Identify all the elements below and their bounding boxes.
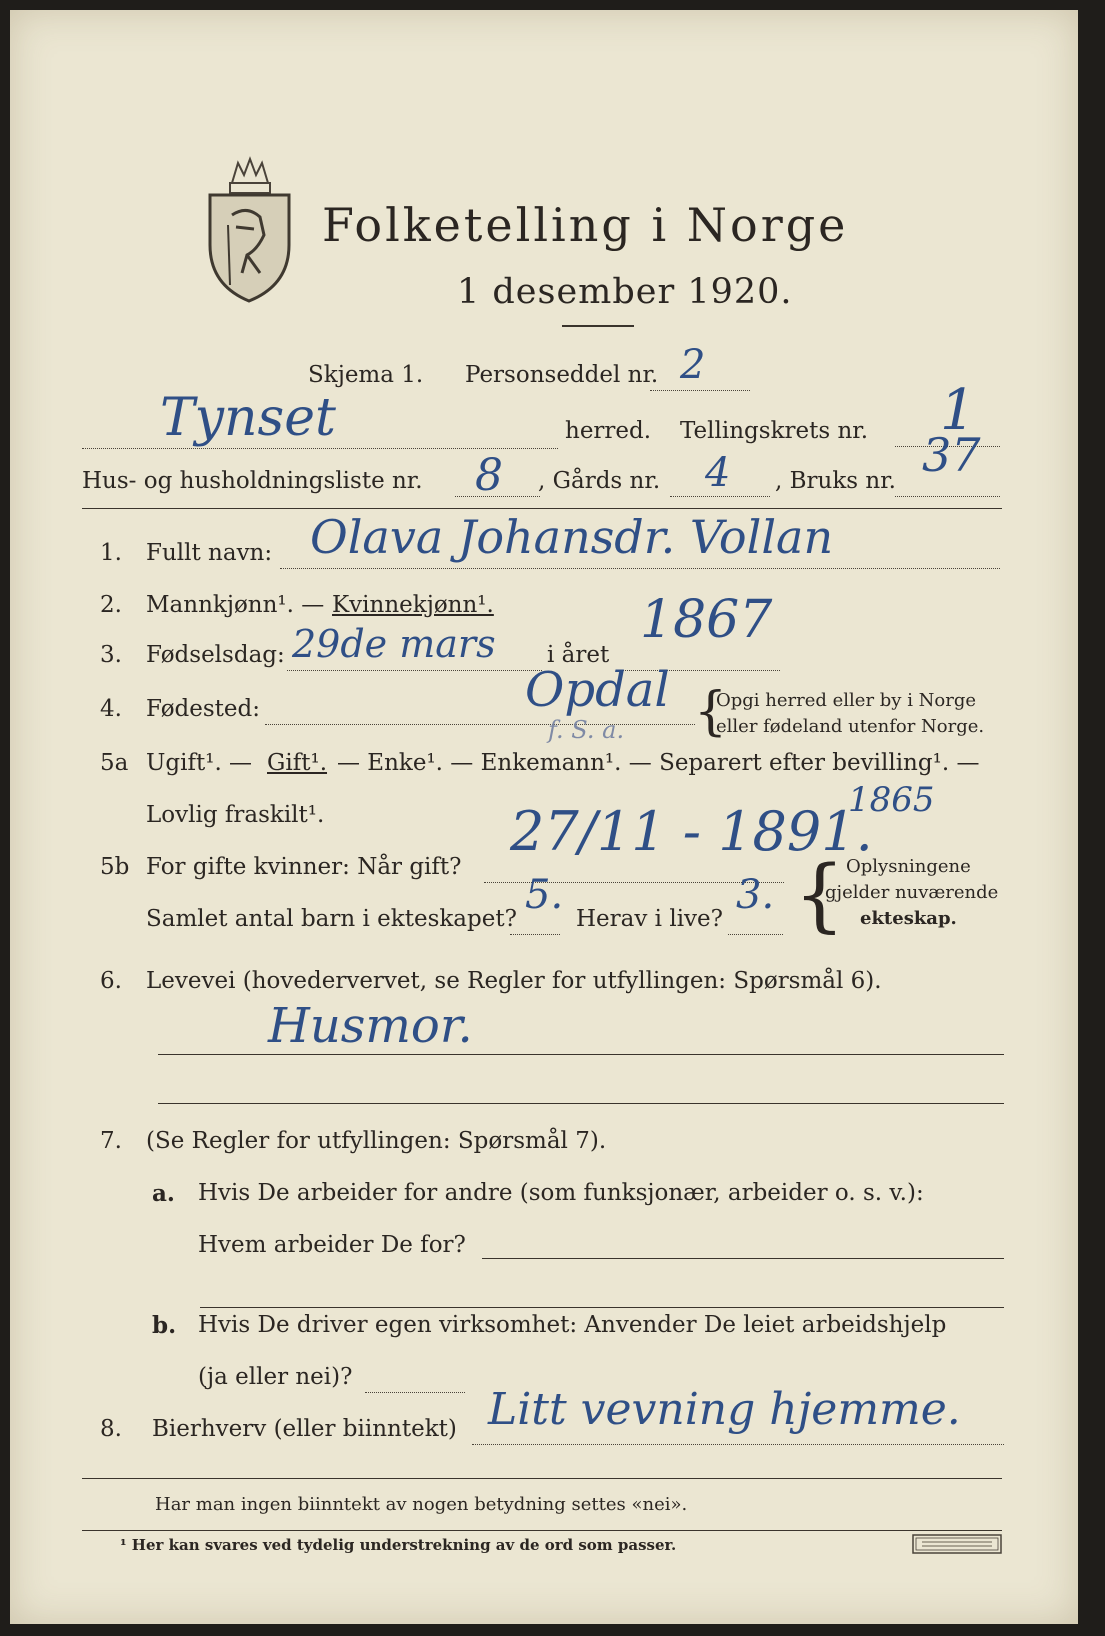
footer-note: Har man ingen biinntekt av nogen betydning settes «nei».: [155, 1494, 688, 1515]
q2-option-kvinne: Kvinnekjønn¹.: [332, 592, 494, 618]
q8-value: Litt vevning hjemme.: [488, 1384, 961, 1435]
q5a-option-gift: Gift¹.: [267, 750, 328, 776]
q5b-brace: {: [794, 848, 845, 941]
q7b-label: Hvis De driver egen virksomhet: Anvender De leiet arbeidshjelp: [198, 1312, 947, 1338]
printer-stamp-icon: [912, 1534, 1002, 1554]
q4-value: Opdal: [525, 662, 670, 718]
q4-number: 4.: [100, 696, 122, 722]
q5b-hint-3: ekteskap.: [860, 908, 957, 929]
q7-label: (Se Regler for utfyllingen: Spørsmål 7).: [146, 1128, 607, 1154]
q4-brace: {: [694, 682, 728, 742]
husliste-label: Hus- og husholdningsliste nr.: [82, 468, 423, 494]
q5b-barn-value: 5.: [525, 872, 564, 918]
bruks-value: 37: [922, 428, 981, 482]
header-rule: [82, 508, 1002, 509]
q7b-sub: (ja eller nei)?: [198, 1364, 353, 1390]
census-form-page: [10, 10, 1078, 1624]
q4-hint-1: Opgi herred eller by i Norge: [716, 690, 977, 711]
q6-label: Levevei (hovedervervet, se Regler for utfyllingen: Spørsmål 6).: [146, 968, 882, 994]
herred-line: [82, 448, 558, 449]
q5b-live-line: [728, 934, 783, 935]
q5b-barn-line: [510, 934, 560, 935]
tellingskrets-value: 1: [940, 378, 976, 443]
coat-of-arms-icon: [202, 155, 297, 305]
personseddel-value: 2: [680, 342, 706, 388]
q7a-letter: a.: [152, 1180, 175, 1207]
q3-value: 29de mars: [292, 622, 496, 666]
q7-number: 7.: [100, 1128, 122, 1154]
q1-number: 1.: [100, 540, 122, 566]
bruks-label: , Bruks nr.: [775, 468, 896, 494]
q4-line: [265, 724, 695, 725]
q5b-label: For gifte kvinner: Når gift?: [146, 854, 462, 880]
personseddel-line: [650, 390, 750, 391]
q3-number: 3.: [100, 642, 122, 668]
q8-line: [472, 1444, 1004, 1445]
herred-value: Tynset: [160, 388, 336, 448]
form-date: 1 desember 1920.: [457, 272, 793, 312]
q2-option-mann: Mannkjønn¹. —: [146, 592, 325, 618]
q3-line: [287, 670, 542, 671]
skjema-label: Skjema 1.: [308, 362, 424, 388]
personseddel-label: Personseddel nr.: [465, 362, 659, 388]
q5a-option-fraskilt: Lovlig fraskilt¹.: [146, 802, 325, 828]
q7b-line: [365, 1392, 465, 1393]
q7a-sub: Hvem arbeider De for?: [198, 1232, 466, 1258]
form-title: Folketelling i Norge: [322, 198, 849, 252]
footnote: ¹ Her kan svares ved tydelig understrekning av de ord som passer.: [120, 1536, 677, 1554]
q6-line-2: [158, 1103, 1004, 1104]
q7a-line-2: [200, 1307, 1004, 1308]
q3-label: Fødselsdag:: [146, 642, 285, 668]
q6-line-1: [158, 1054, 1004, 1055]
q6-number: 6.: [100, 968, 122, 994]
gards-label: , Gårds nr.: [538, 468, 661, 494]
q5a-options-rest: — Enke¹. — Enkemann¹. — Separert efter bevilling¹. —: [337, 750, 980, 776]
footnote-rule: [82, 1530, 1002, 1531]
gards-value: 4: [705, 450, 731, 496]
tellingskrets-label: Tellingskrets nr.: [680, 418, 869, 444]
q7b-letter: b.: [152, 1312, 177, 1339]
title-divider: [562, 325, 634, 327]
q3-year-value: 1867: [640, 590, 773, 650]
q5b-barn-label: Samlet antal barn i ekteskapet?: [146, 906, 517, 932]
q3-aaret-label: i året: [547, 642, 610, 668]
q1-value: Olava Johansdr. Vollan: [310, 510, 834, 564]
q5b-number: 5b: [100, 854, 130, 880]
q5a-number: 5a: [100, 750, 129, 776]
q4-hint-2: eller fødeland utenfor Norge.: [716, 716, 985, 737]
q5b-hint-1: Oplysningene: [846, 856, 971, 877]
q5b-value: 27/11 - 1891.: [510, 800, 873, 863]
q7a-line-1: [482, 1258, 1004, 1259]
q1-line: [280, 568, 1000, 569]
q7a-label: Hvis De arbeider for andre (som funksjonær, arbeider o. s. v.):: [198, 1180, 924, 1206]
q5b-live-value: 3.: [736, 872, 775, 918]
gards-line: [670, 496, 770, 497]
footer-rule: [82, 1478, 1002, 1479]
q8-number: 8.: [100, 1416, 122, 1442]
q5a-option-ugift: Ugift¹. —: [146, 750, 253, 776]
q5b-hint-2: gjelder nuværende: [825, 882, 999, 903]
q5a-note: 1865: [848, 780, 935, 820]
q8-label: Bierhverv (eller biinntekt): [152, 1416, 457, 1442]
q4-note: f. S. a.: [548, 716, 625, 744]
bruks-line: [895, 496, 1000, 497]
q2-number: 2.: [100, 592, 122, 618]
herred-label: herred.: [565, 418, 652, 444]
q1-label: Fullt navn:: [146, 540, 273, 566]
q6-value: Husmor.: [268, 998, 473, 1054]
husliste-value: 8: [475, 450, 503, 501]
q5b-live-label: Herav i live?: [576, 906, 723, 932]
q4-label: Fødested:: [146, 696, 261, 722]
